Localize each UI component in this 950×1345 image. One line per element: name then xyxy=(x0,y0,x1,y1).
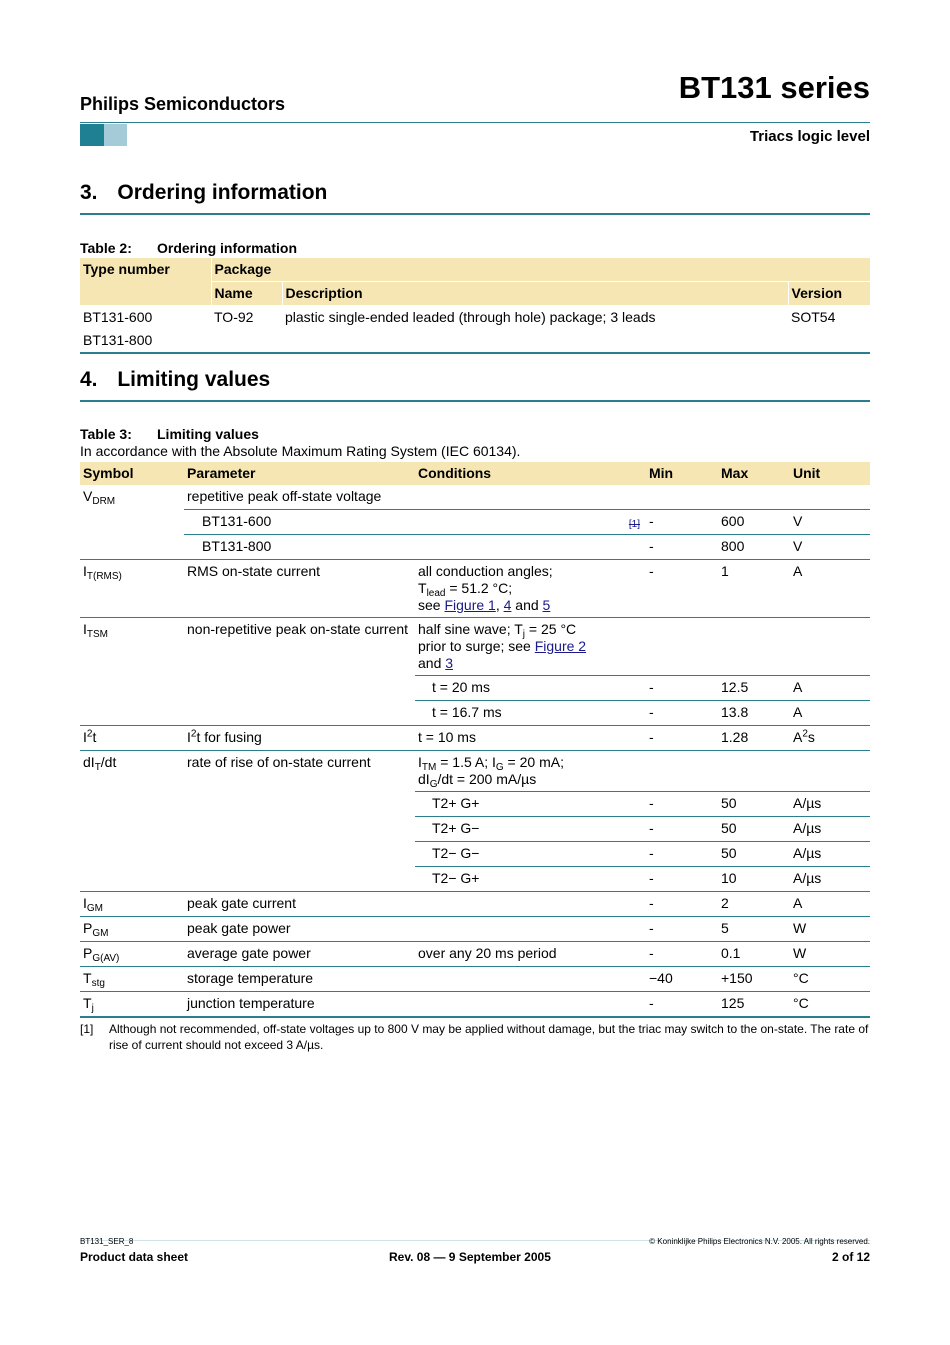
table-row xyxy=(80,306,870,330)
condition-text: dI xyxy=(418,771,430,787)
symbol-text: P xyxy=(83,945,93,961)
condition-text: T xyxy=(418,580,427,596)
condition-text: /dt = 200 mA/µs xyxy=(437,771,537,787)
cell-max: 10 xyxy=(718,867,790,892)
header-rule xyxy=(80,122,870,123)
doc-type: Product data sheet xyxy=(80,1250,189,1264)
condition-text: all conduction angles; xyxy=(418,563,553,579)
cell-min: - xyxy=(646,535,718,560)
table-label: Table 3: xyxy=(80,426,132,442)
symbol-sub: G(AV) xyxy=(92,953,120,964)
cell-unit: A/µs xyxy=(790,867,870,892)
cell-conditions: t = 20 ms xyxy=(415,676,646,701)
cell-conditions: T2+ G+ xyxy=(415,792,646,817)
cell-unit: A xyxy=(790,892,870,917)
symbol-text: V xyxy=(83,488,93,504)
figure-1-link[interactable]: Figure 1 xyxy=(444,597,496,613)
table-row xyxy=(80,967,870,992)
table-row xyxy=(80,560,870,618)
cell-conditions xyxy=(415,535,646,560)
symbol-text: /dt xyxy=(100,754,117,770)
condition-sub: G xyxy=(429,779,438,790)
col-unit: Unit xyxy=(790,462,870,485)
cell-max: 1.28 xyxy=(718,726,790,751)
cell-description xyxy=(282,329,788,353)
col-version: Version xyxy=(788,282,870,306)
symbol-sup: 2 xyxy=(86,728,93,740)
cell-conditions xyxy=(415,618,870,676)
cell-max: 125 xyxy=(718,992,790,1018)
symbol-text: P xyxy=(83,920,93,936)
cell-symbol xyxy=(80,942,184,967)
revision: Rev. 08 — 9 September 2005 xyxy=(389,1250,551,1264)
cell-conditions: t = 16.7 ms xyxy=(415,701,646,726)
product-title: BT131 series xyxy=(678,70,870,105)
cell-parameter: rate of rise of on-state current xyxy=(184,751,415,892)
ordering-table xyxy=(80,258,870,354)
cell-symbol xyxy=(80,917,184,942)
cell-min: - xyxy=(646,726,718,751)
cell-unit: V xyxy=(790,535,870,560)
cell-min: - xyxy=(646,867,718,892)
condition-text: and xyxy=(418,655,446,671)
cell-name: TO-92 xyxy=(214,309,254,325)
cell-min: −40 xyxy=(646,967,718,992)
cell-conditions: t = 10 ms xyxy=(415,726,646,751)
condition-sub: TM xyxy=(421,762,437,773)
figure-2-link[interactable]: Figure 2 xyxy=(534,638,587,654)
cell-max: 12.5 xyxy=(718,676,790,701)
cell-min: - xyxy=(646,817,718,842)
condition-text: = 51.2 °C; xyxy=(445,580,513,596)
cell-min: - xyxy=(646,701,718,726)
cell-unit: A xyxy=(790,676,870,701)
symbol-text: T xyxy=(83,995,92,1011)
cell-parameter: peak gate current xyxy=(184,892,415,917)
table-row xyxy=(80,751,870,792)
cell-version xyxy=(788,329,870,353)
col-package: Package xyxy=(211,258,870,282)
limiting-table-intro: In accordance with the Absolute Maximum Rating System (IEC 60134). xyxy=(80,443,521,459)
cell-parameter: average gate power xyxy=(184,942,415,967)
col-name: Name xyxy=(211,282,282,306)
symbol-text: I xyxy=(83,563,87,579)
company-name: Philips Semiconductors xyxy=(80,94,286,114)
cell-max: +150 xyxy=(718,967,790,992)
brand-block-light xyxy=(104,124,127,146)
cell-conditions xyxy=(415,510,646,535)
cell-conditions: over any 20 ms period xyxy=(415,942,646,967)
cell-unit: °C xyxy=(790,967,870,992)
footnote-number: [1] xyxy=(80,1022,94,1036)
cell-parameter xyxy=(184,726,415,751)
cell-symbol xyxy=(80,726,184,751)
section-limiting-heading xyxy=(80,368,270,392)
figure-3-link[interactable]: 3 xyxy=(445,655,454,671)
cell-parameter: peak gate power xyxy=(184,917,415,942)
condition-sub: G xyxy=(495,762,504,773)
brand-block-dark xyxy=(80,124,104,146)
cell-conditions: T2− G+ xyxy=(415,867,646,892)
cell-name xyxy=(211,329,282,353)
cell-min: - xyxy=(646,676,718,701)
cell-unit: A/µs xyxy=(790,792,870,817)
cell-min: - xyxy=(646,842,718,867)
cell-min: - xyxy=(646,942,718,967)
cell-max: 50 xyxy=(718,792,790,817)
condition-text: half sine wave; T xyxy=(418,621,523,637)
cell-max: 13.8 xyxy=(718,701,790,726)
symbol-text: t xyxy=(92,729,97,745)
table-row xyxy=(80,485,870,510)
cell-max: 50 xyxy=(718,842,790,867)
unit-text: A xyxy=(793,729,803,745)
figure-5-link[interactable]: 5 xyxy=(542,597,551,613)
cell-conditions: T2− G− xyxy=(415,842,646,867)
condition-text: , xyxy=(495,597,504,613)
parameter-text: t for fusing xyxy=(196,729,262,745)
symbol-sub: GM xyxy=(92,928,109,939)
cell-symbol xyxy=(80,967,184,992)
cell-conditions xyxy=(415,992,646,1018)
product-subtitle: Triacs logic level xyxy=(749,128,870,145)
cell-max: 5 xyxy=(718,917,790,942)
cell-description: plastic single-ended leaded (through hole) package; 3 leads xyxy=(285,309,656,325)
table-row xyxy=(80,535,870,560)
cell-unit: A xyxy=(790,701,870,726)
limiting-table-caption xyxy=(80,426,259,442)
cell-conditions xyxy=(415,967,646,992)
unit-sup: 2 xyxy=(802,728,808,740)
col-parameter: Parameter xyxy=(184,462,415,485)
symbol-sub: j xyxy=(91,1003,94,1014)
cell-max: 0.1 xyxy=(718,942,790,967)
col-symbol: Symbol xyxy=(80,462,184,485)
symbol-sub: T(RMS) xyxy=(86,571,122,582)
cell-unit: A xyxy=(790,560,870,618)
symbol-sub: T xyxy=(94,762,101,773)
cell-conditions xyxy=(415,560,646,618)
table-row xyxy=(80,892,870,917)
section-ordering-heading xyxy=(80,181,327,205)
cell-min: - xyxy=(646,560,718,618)
cell-conditions: T2+ G− xyxy=(415,817,646,842)
section-title: Ordering information xyxy=(117,181,328,204)
cell-conditions xyxy=(415,892,646,917)
table-title: Ordering information xyxy=(157,240,297,256)
cell-variant: BT131-600 xyxy=(184,510,415,535)
cell-max: 50 xyxy=(718,817,790,842)
table-row xyxy=(80,942,870,967)
cell-min: - xyxy=(646,992,718,1018)
cell-type: BT131-600 xyxy=(83,309,153,325)
page-number: 2 of 12 xyxy=(831,1250,870,1264)
cell-symbol xyxy=(80,485,184,560)
condition-text: and xyxy=(511,597,543,613)
col-min: Min xyxy=(646,462,718,485)
section-rule xyxy=(80,400,870,402)
section-number: 4. xyxy=(80,368,98,391)
cell-max: 600 xyxy=(718,510,790,535)
cell-min: - xyxy=(646,510,718,535)
table-row xyxy=(80,992,870,1018)
cell-min: - xyxy=(646,892,718,917)
cell-max: 2 xyxy=(718,892,790,917)
footnote-text: Although not recommended, off-state voltages up to 800 V may be applied without damage, but the triac may switch to the on-state. The rate of rise of current should not exceed 3 A/µs. xyxy=(109,1022,869,1052)
condition-text: I xyxy=(418,754,422,770)
section-title: Limiting values xyxy=(117,368,271,391)
cell-parameter: storage temperature xyxy=(184,967,415,992)
symbol-sub: GM xyxy=(86,903,103,914)
condition-text: = 20 mA; xyxy=(503,754,564,770)
doc-id: BT131_SER_8 xyxy=(80,1237,134,1246)
col-description: Description xyxy=(282,282,788,306)
symbol-text: I xyxy=(83,729,87,745)
table-row xyxy=(80,510,870,535)
condition-text: = 1.5 A; I xyxy=(436,754,496,770)
cell-type: BT131-800 xyxy=(80,329,211,353)
unit-text: s xyxy=(807,729,815,745)
cell-unit: A/µs xyxy=(790,842,870,867)
symbol-sub: DRM xyxy=(92,496,116,507)
symbol-sub: stg xyxy=(91,978,105,989)
cell-max: 800 xyxy=(718,535,790,560)
cell-symbol xyxy=(80,560,184,618)
cell-variant: BT131-800 xyxy=(184,535,415,560)
table-footnote xyxy=(80,1021,870,1053)
table-label: Table 2: xyxy=(80,240,132,256)
cell-parameter: non-repetitive peak on-state current xyxy=(184,618,415,726)
cell-symbol xyxy=(80,992,184,1018)
col-conditions: Conditions xyxy=(415,462,646,485)
limiting-table xyxy=(80,462,870,1018)
cell-parameter: RMS on-state current xyxy=(184,560,415,618)
cell-unit: A/µs xyxy=(790,817,870,842)
table-row xyxy=(80,917,870,942)
cell-parameter: junction temperature xyxy=(184,992,415,1018)
cell-parameter: repetitive peak off-state voltage xyxy=(187,488,382,504)
cell-conditions xyxy=(415,917,646,942)
condition-sub: j xyxy=(522,629,526,640)
cell-unit: W xyxy=(790,942,870,967)
cell-unit xyxy=(790,726,870,751)
col-max: Max xyxy=(718,462,790,485)
cell-max: 1 xyxy=(718,560,790,618)
cell-unit: °C xyxy=(790,992,870,1018)
table-row xyxy=(80,726,870,751)
cell-symbol xyxy=(80,892,184,917)
table-row xyxy=(80,618,870,676)
figure-4-link[interactable]: 4 xyxy=(503,597,512,613)
parameter-sup: 2 xyxy=(190,728,197,740)
cell-symbol xyxy=(80,618,184,726)
symbol-text: I xyxy=(83,895,87,911)
parameter-text: I xyxy=(187,729,191,745)
footnote-ref-link[interactable]: [1] xyxy=(628,519,640,530)
table-title: Limiting values xyxy=(157,426,259,442)
condition-sub: lead xyxy=(426,588,446,599)
condition-text: prior to surge; see xyxy=(418,638,535,654)
cell-version: SOT54 xyxy=(791,309,836,325)
condition-text: see xyxy=(418,597,445,613)
section-rule xyxy=(80,213,870,215)
copyright: © Koninklijke Philips Electronics N.V. 2005. All rights reserved. xyxy=(649,1237,870,1246)
section-number: 3. xyxy=(80,181,98,204)
table-row xyxy=(80,329,870,353)
condition-text: = 25 °C xyxy=(525,621,577,637)
cell-unit: V xyxy=(790,510,870,535)
symbol-text: dI xyxy=(83,754,95,770)
ordering-table-caption xyxy=(80,240,297,256)
cell-symbol xyxy=(80,751,184,892)
cell-min: - xyxy=(646,917,718,942)
col-type-number: Type number xyxy=(80,258,211,306)
symbol-text: I xyxy=(83,621,87,637)
cell-unit: W xyxy=(790,917,870,942)
cell-min: - xyxy=(646,792,718,817)
symbol-text: T xyxy=(83,970,92,986)
symbol-sub: TSM xyxy=(86,629,108,640)
cell-conditions xyxy=(415,751,870,792)
